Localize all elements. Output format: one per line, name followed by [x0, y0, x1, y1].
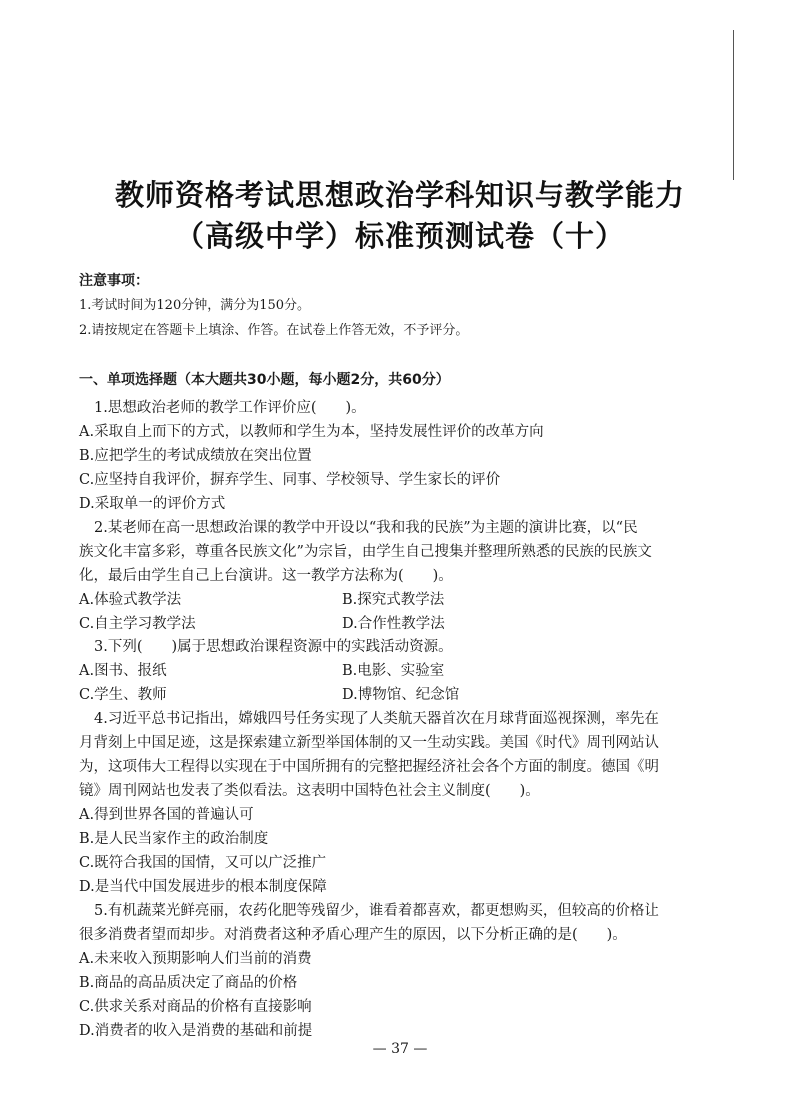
q5-option-d: D.消费者的收入是消费的基础和前提 [79, 1023, 313, 1039]
q1-option-d: D.采取单一的评价方式 [79, 496, 226, 512]
q4-stem-line: 月背刻上中国足迹，这是探索建立新型举国体制的又一生动实践。美国《时代》周刊网站认 [79, 735, 659, 751]
q2-option-d: D.合作性教学法 [342, 616, 445, 632]
q2-stem-line: 2.某老师在高一思想政治课的教学中开设以“我和我的民族”为主题的演讲比赛，以“民 [94, 520, 638, 536]
q1-option-b: B.应把学生的考试成绩放在突出位置 [79, 448, 312, 464]
q2-stem-line: 化，最后由学生自己上台演讲。这一教学方法称为( )。 [79, 568, 453, 584]
section-heading: 一、单项选择题（本大题共30小题，每小题2分，共60分） [79, 372, 450, 388]
q4-option-b: B.是人民当家作主的政治制度 [79, 831, 269, 847]
exam-title-line1: 教师资格考试思想政治学科知识与教学能力 [114, 178, 685, 212]
notice-item: 1.考试时间为120分钟，满分为150分。 [79, 298, 311, 313]
q4-stem-line: 为，这项伟大工程得以实现在于中国所拥有的完整把握经济社会各个方面的制度。德国《明 [79, 759, 659, 775]
q5-option-c: C.供求关系对商品的价格有直接影响 [79, 999, 312, 1015]
q3-option-b: B.电影、实验室 [342, 663, 445, 679]
q1-option-a: A.采取自上而下的方式，以教师和学生为本，坚持发展性评价的改革方向 [79, 424, 544, 440]
q4-option-d: D.是当代中国发展进步的根本制度保障 [79, 879, 327, 895]
q5-stem-line: 很多消费者望而却步。对消费者这种矛盾心理产生的原因，以下分析正确的是( )。 [79, 927, 627, 943]
q5-option-a: A.未来收入预期影响人们当前的消费 [79, 951, 312, 967]
q3-stem: 3.下列( )属于思想政治课程资源中的实践活动资源。 [94, 639, 453, 655]
q5-option-b: B.商品的高品质决定了商品的价格 [79, 975, 298, 991]
q2-option-c: C.自主学习教学法 [79, 616, 196, 632]
q4-stem-line: 4.习近平总书记指出，嫦娥四号任务实现了人类航天器首次在月球背面巡视探测，率先在 [94, 711, 659, 727]
page-number: — 37 — [372, 1041, 428, 1057]
notice-item: 2.请按规定在答题卡上填涂、作答。在试卷上作答无效，不予评分。 [79, 323, 469, 338]
exam-title-line2: （高级中学）标准预测试卷（十） [174, 219, 625, 253]
q2-option-b: B.探究式教学法 [342, 592, 445, 608]
q2-stem-line: 族文化丰富多彩，尊重各民族文化”为宗旨，由学生自己搜集并整理所熟悉的民族的民族文 [79, 544, 652, 560]
q2-option-a: A.体验式教学法 [79, 592, 182, 608]
q1-stem: 1.思想政治老师的教学工作评价应( )。 [94, 400, 366, 416]
q1-option-c: C.应坚持自我评价，摒弃学生、同事、学校领导、学生家长的评价 [79, 472, 501, 488]
q4-option-a: A.得到世界各国的普遍认可 [79, 807, 254, 823]
q5-stem-line: 5.有机蔬菜光鲜亮丽，农药化肥等残留少，谁看着都喜欢，都更想购买，但较高的价格让 [94, 903, 659, 919]
q3-option-a: A.图书、报纸 [79, 663, 167, 679]
notice-heading: 注意事项： [79, 273, 149, 289]
scan-edge-line [733, 30, 734, 180]
q3-option-c: C.学生、教师 [79, 687, 167, 703]
q4-option-c: C.既符合我国的国情，又可以广泛推广 [79, 855, 327, 871]
q3-option-d: D.博物馆、纪念馆 [342, 687, 460, 703]
q4-stem-line: 镜》周刊网站也发表了类似看法。这表明中国特色社会主义制度( )。 [79, 783, 540, 799]
